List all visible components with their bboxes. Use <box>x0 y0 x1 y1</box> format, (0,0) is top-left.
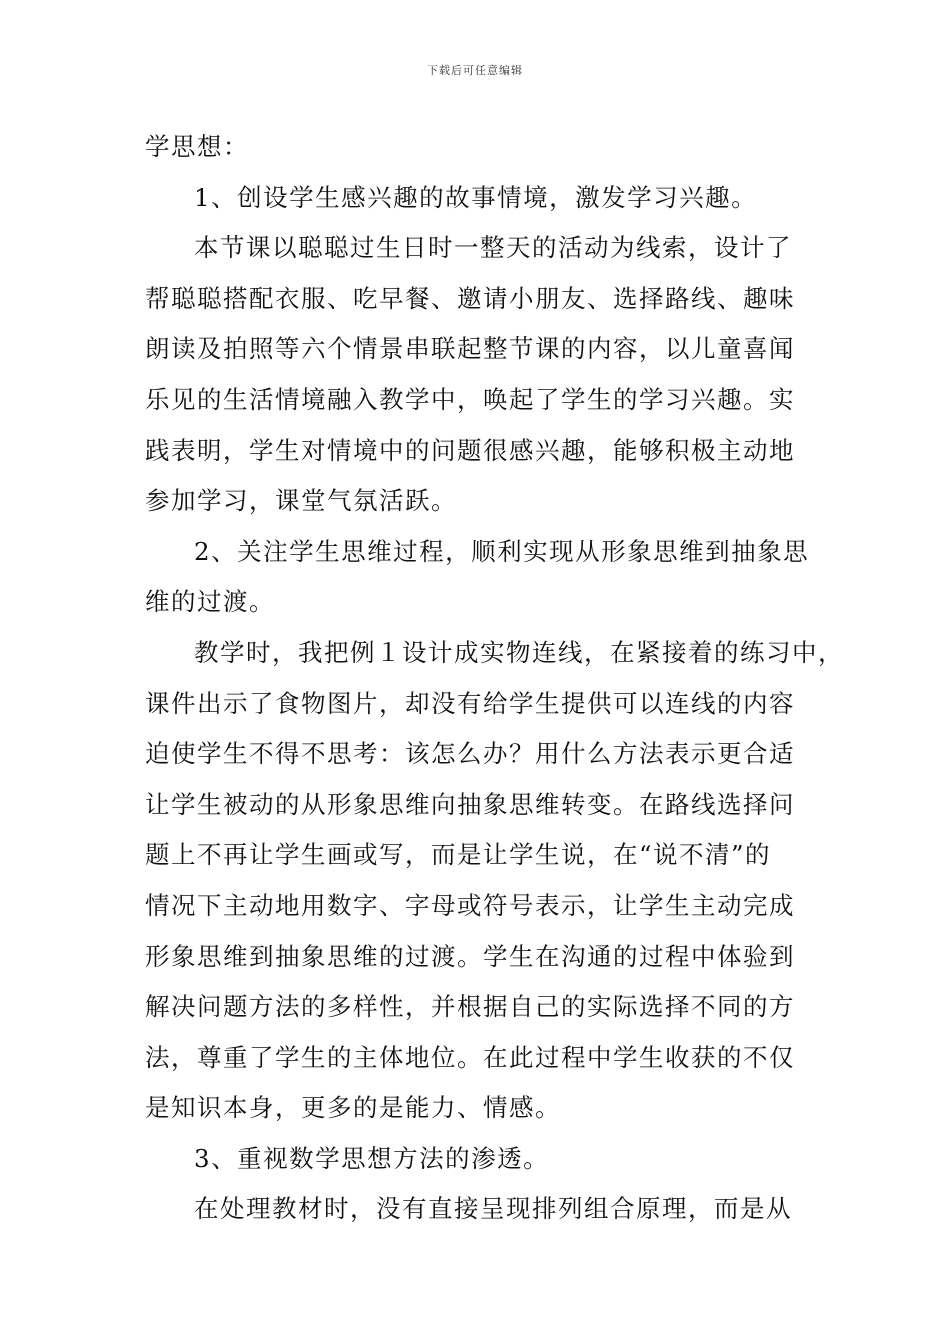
paragraph-line: 解决问题方法的多样性，并根据自己的实际选择不同的方 <box>145 992 795 1022</box>
paragraph-line: 课件出示了食物图片，却没有给学生提供可以连线的内容 <box>145 688 795 718</box>
paragraph-line: 践表明，学生对情境中的问题很感兴趣，能够积极主动地 <box>145 435 795 465</box>
paragraph-line: 在处理教材时，没有直接呈现排列组合原理，而是从 <box>194 1194 792 1224</box>
section-heading: 2、关注学生思维过程，顺利实现从形象思维到抽象思 <box>194 536 810 566</box>
page-header: 下载后可任意编辑 <box>427 64 523 77</box>
paragraph-line: 学思想： <box>145 132 249 161</box>
paragraph-line: 参加学习，课堂气氛活跃。 <box>145 486 457 516</box>
paragraph-line: 乐见的生活情境融入教学中，唤起了学生的学习兴趣。实 <box>145 384 795 414</box>
paragraph-line: 迫使学生不得不思考：该怎么办？用什么方法表示更合适 <box>145 739 795 769</box>
paragraph-line: 本节课以聪聪过生日时一整天的活动为线索，设计了 <box>194 233 792 263</box>
paragraph-line: 让学生被动的从形象思维向抽象思维转变。在路线选择问 <box>145 789 795 819</box>
paragraph-line: 朗读及拍照等六个情景串联起整节课的内容，以儿童喜闻 <box>145 334 795 364</box>
paragraph-line: 情况下主动地用数字、字母或符号表示，让学生主动完成 <box>145 890 795 920</box>
paragraph-line: 维的过渡。 <box>145 587 275 617</box>
paragraph-line: 法，尊重了学生的主体地位。在此过程中学生收获的不仅 <box>145 1042 795 1072</box>
paragraph-line: 形象思维到抽象思维的过渡。学生在沟通的过程中体验到 <box>145 941 795 971</box>
body-text <box>145 122 844 1235</box>
paragraph-line: 是知识本身，更多的是能力、情感。 <box>145 1093 561 1123</box>
paragraph-line: 题上不再让学生画或写，而是让学生说，在“说不清”的 <box>145 840 772 870</box>
paragraph-line: 教学时，我把例１设计成实物连线，在紧接着的练习中， <box>194 637 844 667</box>
section-heading: 3、重视数学思想方法的渗透。 <box>194 1143 550 1173</box>
section-heading: 1、创设学生感兴趣的故事情境，激发学习兴趣。 <box>194 182 758 212</box>
paragraph-line: 帮聪聪搭配衣服、吃早餐、邀请小朋友、选择路线、趣味 <box>145 283 795 313</box>
